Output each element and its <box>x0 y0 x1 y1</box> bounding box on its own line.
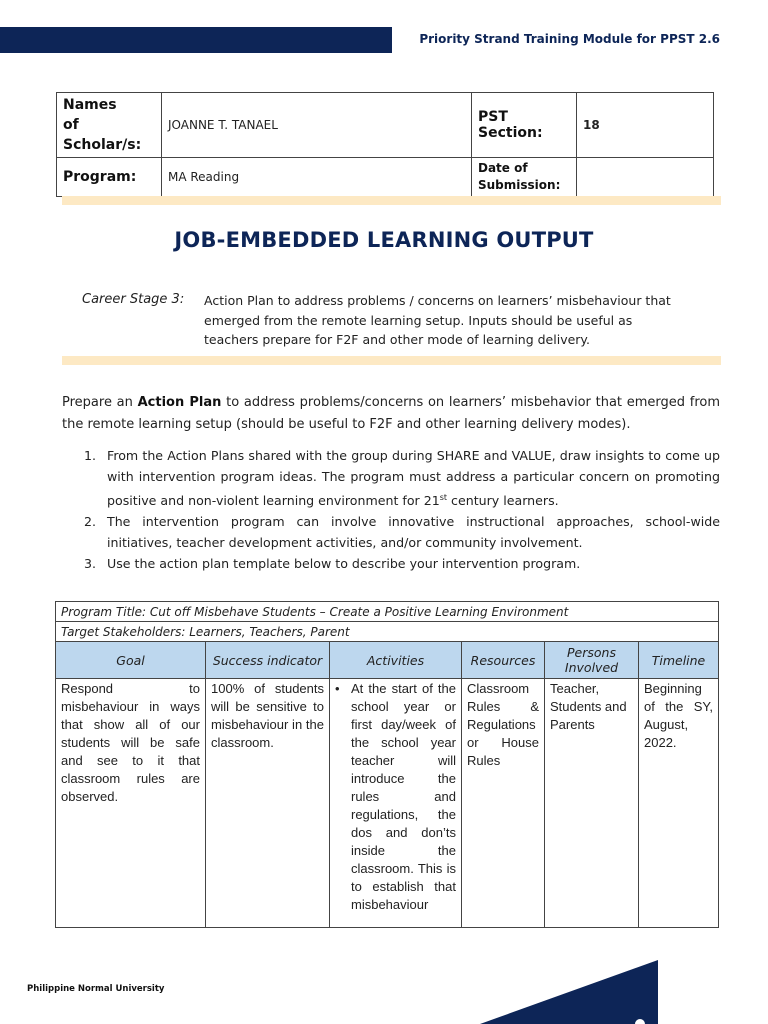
footer-org-name: Philippine Normal University <box>27 984 165 994</box>
step-number: 3. <box>84 556 97 572</box>
program-label: Program: <box>57 158 162 197</box>
step-text: Use the action plan template below to describe your intervention program. <box>107 556 581 572</box>
page-title: JOB-EMBEDDED LEARNING OUTPUT <box>174 228 594 252</box>
prepare-lead: Prepare an <box>62 395 133 410</box>
step-text-end: century learners. <box>447 493 559 509</box>
col-goal-header: Goal <box>56 642 206 679</box>
activity-text: At the start of the school year or first day/week of the school year teacher will introduce the rules and regulations, the dos and don’ts inside the classroom. This is to establish that misbehaviour <box>351 681 456 912</box>
col-indicator-header: Success indicator <box>206 642 330 679</box>
program-title-cell: Program Title: Cut off Misbehave Students – Create a Positive Learning Environment <box>56 602 719 622</box>
target-stakeholders-cell: Target Stakeholders: Learners, Teachers, Parent <box>56 622 719 642</box>
career-stage-label: Career Stage 3: <box>82 292 185 307</box>
step-superscript: st <box>439 493 448 502</box>
submission-label: Date of Submission: <box>472 158 577 197</box>
pst-section-value: 18 <box>577 93 714 158</box>
pst-section-label: PST Section: <box>472 93 577 158</box>
step-text: The intervention program can involve innovative instructional approaches, school-wide initiatives, teacher development activities, and/or community involvement. <box>107 514 720 551</box>
col-resources-header: Resources <box>462 642 545 679</box>
names-label: Names of Scholar/s: <box>57 93 162 158</box>
corner-triangle <box>480 960 658 1024</box>
action-plan-term: Action Plan <box>137 395 222 410</box>
step-number: 1. <box>84 448 97 463</box>
step-number: 2. <box>84 514 97 530</box>
col-activities-header: Activities <box>330 642 462 679</box>
career-stage-text: Action Plan to address problems / concerns on learners’ misbehaviour that emerged from the remote learning setup. Inputs should be useful as teachers prepare for F2F and other mode of learning delivery. <box>204 293 671 347</box>
timeline-cell: Beginning of the SY, August, 2022. <box>639 679 719 928</box>
persons-cell: Teacher, Students and Parents <box>545 679 639 928</box>
prepare-rest: to address problems/concerns on learners’ misbehavior that emerged from the remote learning setup (should be useful to F2F and other learning delivery modes). <box>62 395 720 432</box>
program-value: MA Reading <box>162 158 472 197</box>
resources-cell: Classroom Rules & Regulations or House Rules <box>462 679 545 928</box>
goal-cell: Respond to misbehaviour in ways that show all of our students will be safe and see to it that classroom rules are observed. <box>56 679 206 928</box>
names-value: JOANNE T. TANAEL <box>162 93 472 158</box>
indicator-cell: 100% of students will be sensitive to misbehaviour in the classroom. <box>206 679 330 928</box>
bullet-icon: • <box>335 681 340 696</box>
module-title: Priority Strand Training Module for PPST 2.6 <box>419 32 720 46</box>
col-timeline-header: Timeline <box>639 642 719 679</box>
step-text: From the Action Plans shared with the group during SHARE and VALUE, draw insights to come up with intervention program ideas. The program must address a particular concern on promoting positive and non-violent learning environment for 21 <box>107 448 720 509</box>
col-persons-header: Persons Involved <box>545 642 639 679</box>
